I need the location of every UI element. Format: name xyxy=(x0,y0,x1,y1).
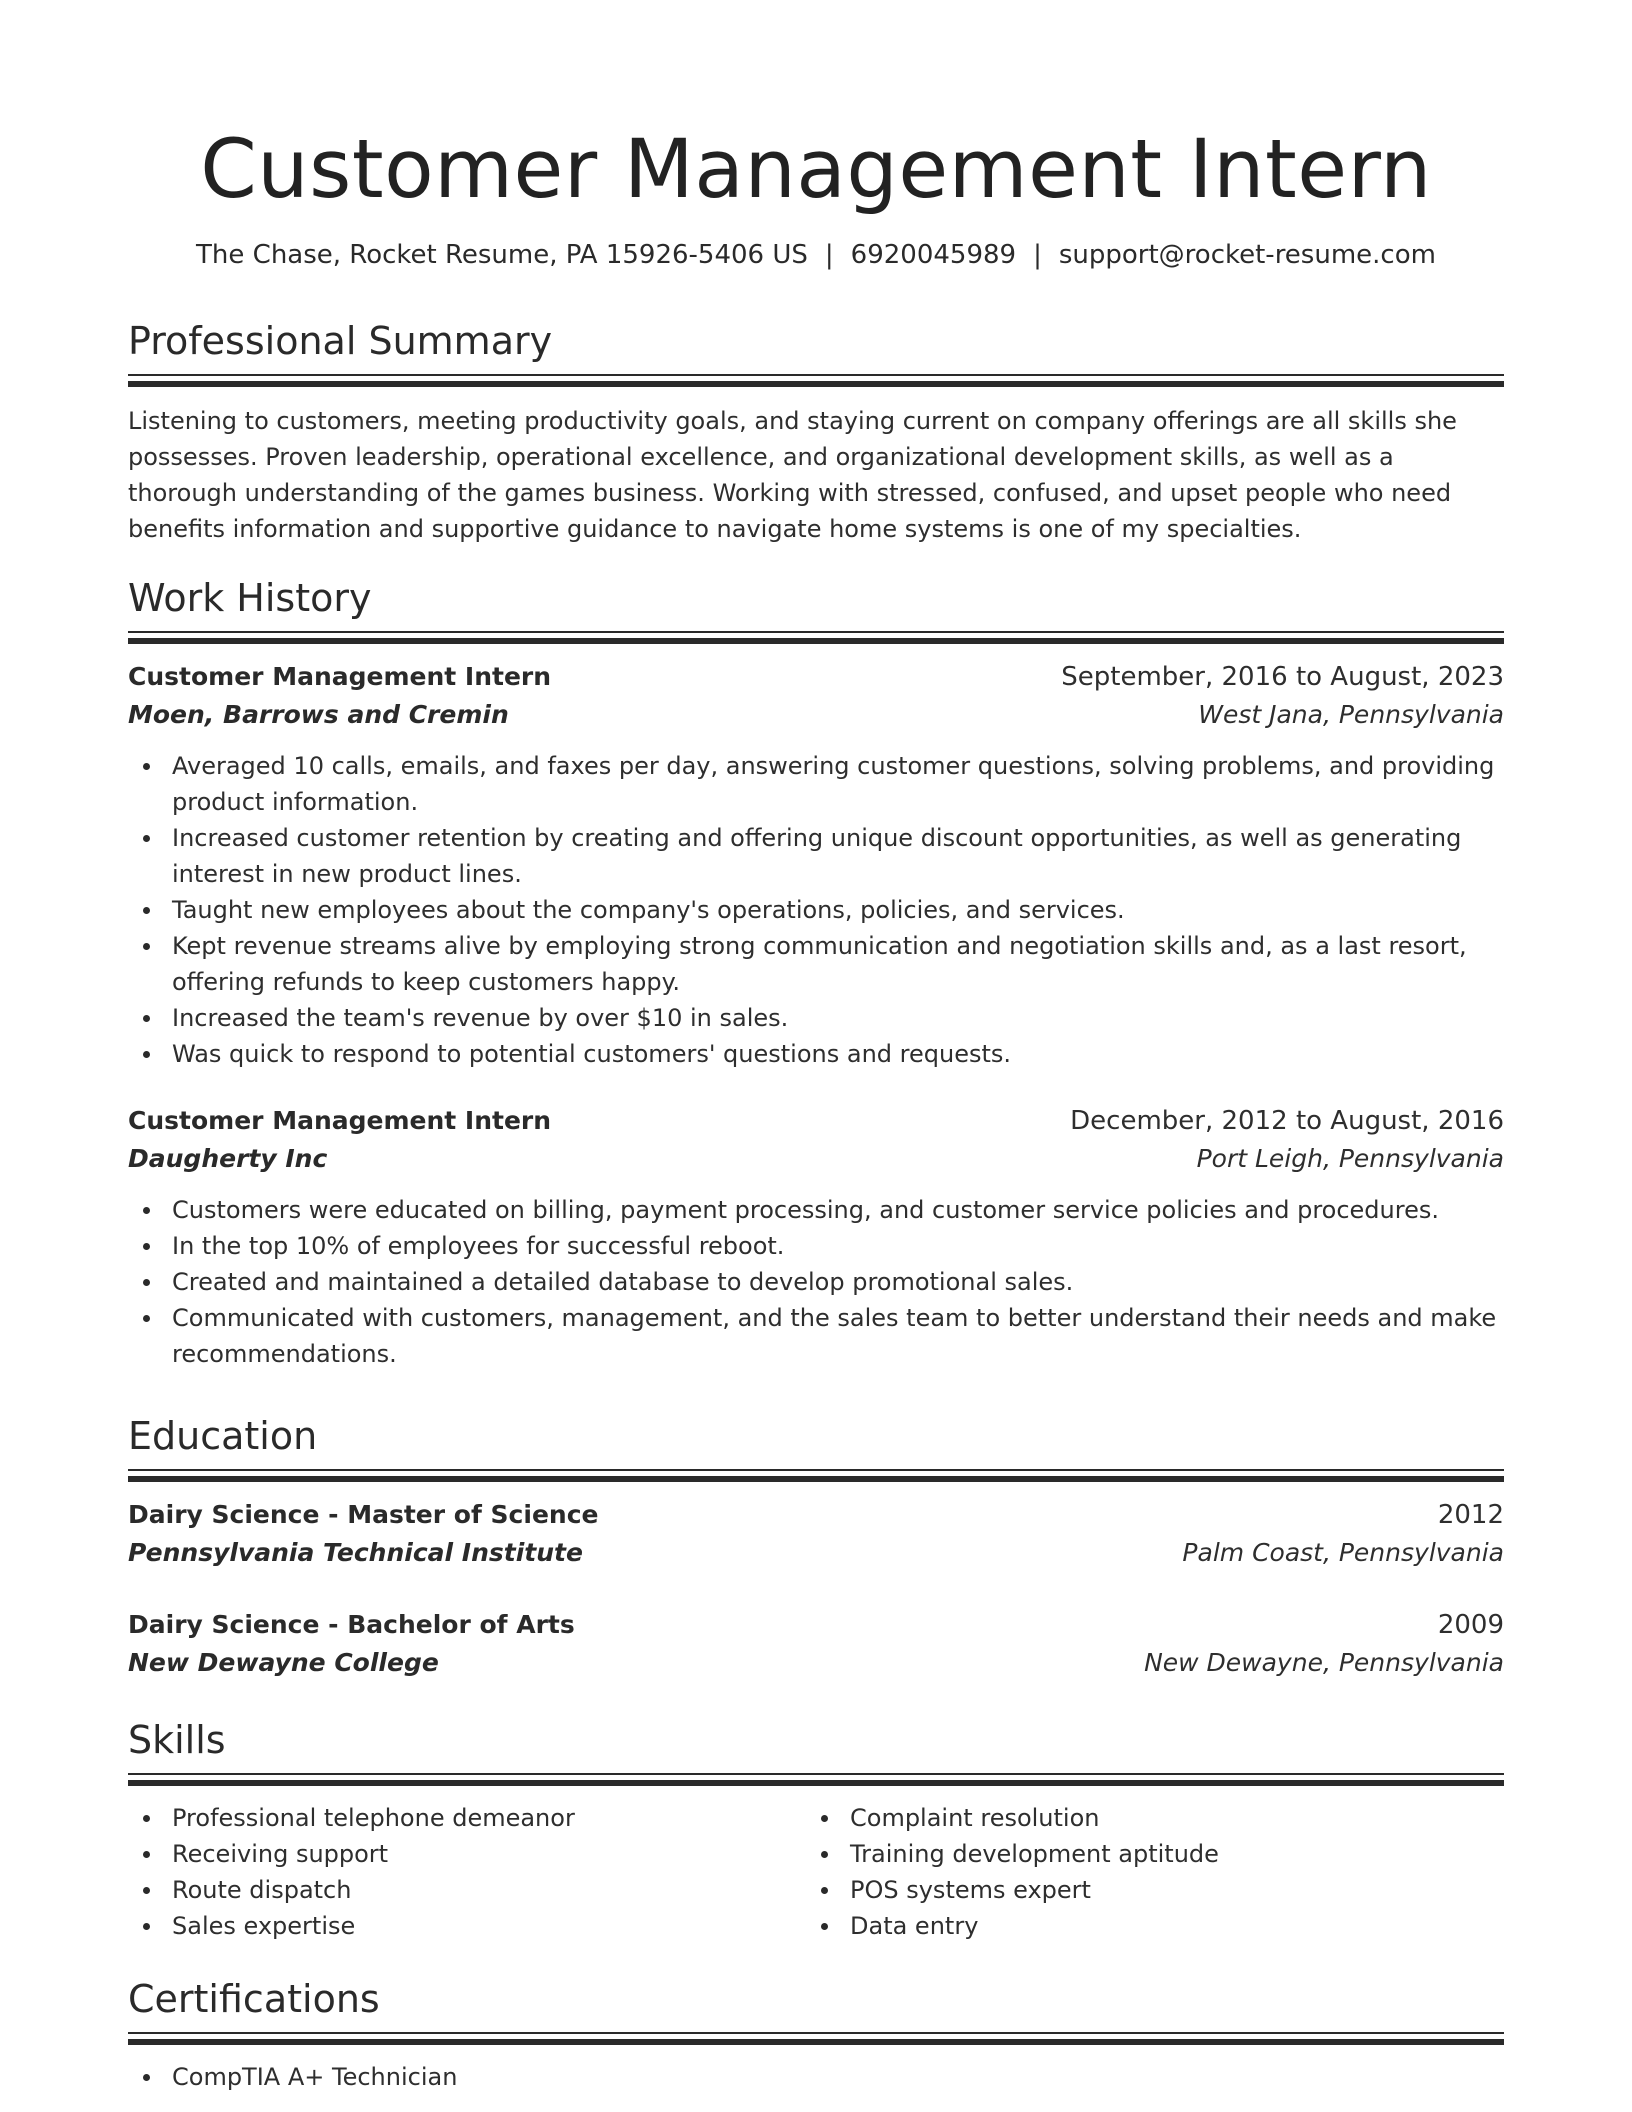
section-title-work-history: Work History xyxy=(128,576,372,620)
education-entry xyxy=(128,1496,1504,1572)
list-item: Kept revenue streams alive by employing strong communication and negotiation skills and, as a last resort, offering refunds to keep customers happy. xyxy=(128,928,1504,1000)
skills-list-left xyxy=(128,1800,806,1944)
list-item: Communicated with customers, management, and the sales team to better understand their needs and make recommendations. xyxy=(128,1300,1504,1372)
contact-email: support@rocket-resume.com xyxy=(1058,240,1436,270)
section-title-skills: Skills xyxy=(128,1718,226,1762)
contact-line xyxy=(0,238,1632,272)
job-title: Customer Management Intern xyxy=(128,1106,552,1135)
skill-item: POS systems expert xyxy=(806,1872,1504,1908)
skills-section xyxy=(128,1717,1504,1944)
skill-item: Professional telephone demeanor xyxy=(128,1800,806,1836)
education-school: New Dewayne College xyxy=(128,1648,439,1677)
certifications-section xyxy=(128,1976,1504,2095)
job-subheader xyxy=(128,696,1504,734)
job-bullets xyxy=(128,748,1504,1072)
skill-item: Sales expertise xyxy=(128,1908,806,1944)
skill-item: Training development aptitude xyxy=(806,1836,1504,1872)
section-title-summary: Professional Summary xyxy=(128,319,553,363)
section-divider xyxy=(128,1773,1504,1786)
job-location: Port Leigh, Pennsylvania xyxy=(1196,1144,1504,1173)
section-divider xyxy=(128,1469,1504,1482)
list-item: Increased the team's revenue by over $10 in sales. xyxy=(128,1000,1504,1036)
certifications-list xyxy=(128,2059,1504,2095)
education-degree: Dairy Science - Master of Science xyxy=(128,1500,599,1529)
skill-item: Receiving support xyxy=(128,1836,806,1872)
list-item: Customers were educated on billing, payment processing, and customer service policies and procedures. xyxy=(128,1192,1504,1228)
skill-item: Complaint resolution xyxy=(806,1800,1504,1836)
education-degree: Dairy Science - Bachelor of Arts xyxy=(128,1610,575,1639)
job-location: West Jana, Pennsylvania xyxy=(1198,700,1504,729)
section-divider xyxy=(128,631,1504,644)
job-header xyxy=(128,1102,1504,1140)
skills-grid xyxy=(128,1800,1504,1944)
work-history-section xyxy=(128,575,1504,1372)
list-item: Taught new employees about the company's operations, policies, and services. xyxy=(128,892,1504,928)
resume-name: Customer Management Intern xyxy=(200,123,1432,217)
section-title-certifications: Certifications xyxy=(128,1977,380,2021)
job-title: Customer Management Intern xyxy=(128,662,552,691)
contact-phone: 6920045989 xyxy=(850,240,1017,270)
job-dates: December, 2012 to August, 2016 xyxy=(1070,1106,1504,1136)
education-year: 2009 xyxy=(1437,1610,1504,1640)
summary-text: Listening to customers, meeting productivity goals, and staying current on company offerings are all skills she possesses. Proven leadership, operational excellence, and organizational development skills, as well as a thorough understanding of the games business. Working with stressed, confused, and upset people who need benefits information and supportive guidance to navigate home systems is one of my specialties. xyxy=(128,407,1457,543)
education-section xyxy=(128,1413,1504,1682)
contact-separator: | xyxy=(824,240,834,270)
job-entry xyxy=(128,1102,1504,1372)
education-location: Palm Coast, Pennsylvania xyxy=(1182,1538,1504,1567)
job-company: Moen, Barrows and Cremin xyxy=(128,700,509,729)
education-header xyxy=(128,1496,1504,1534)
section-divider xyxy=(128,2032,1504,2045)
contact-address: The Chase, Rocket Resume, PA 15926-5406 US xyxy=(196,240,808,270)
education-header xyxy=(128,1606,1504,1644)
job-dates: September, 2016 to August, 2023 xyxy=(1061,662,1504,692)
education-entry xyxy=(128,1606,1504,1682)
skills-list-right xyxy=(806,1800,1504,1944)
skill-item: Data entry xyxy=(806,1908,1504,1944)
list-item: Averaged 10 calls, emails, and faxes per day, answering customer questions, solving problems, and providing product information. xyxy=(128,748,1504,820)
contact-separator: | xyxy=(1033,240,1042,270)
list-item: Increased customer retention by creating and offering unique discount opportunities, as well as generating interest in new product lines. xyxy=(128,820,1504,892)
job-entry xyxy=(128,658,1504,1072)
education-subheader xyxy=(128,1534,1504,1572)
job-header xyxy=(128,658,1504,696)
job-subheader xyxy=(128,1140,1504,1178)
skill-item: Route dispatch xyxy=(128,1872,806,1908)
list-item: In the top 10% of employees for successful reboot. xyxy=(128,1228,1504,1264)
summary-section xyxy=(128,318,1504,547)
education-subheader xyxy=(128,1644,1504,1682)
section-divider xyxy=(128,374,1504,387)
education-location: New Dewayne, Pennsylvania xyxy=(1144,1648,1504,1677)
list-item: Was quick to respond to potential customers' questions and requests. xyxy=(128,1036,1504,1072)
certification-item: CompTIA A+ Technician xyxy=(128,2059,1504,2095)
education-year: 2012 xyxy=(1437,1500,1504,1530)
section-title-education: Education xyxy=(128,1414,318,1458)
job-company: Daugherty Inc xyxy=(128,1144,328,1173)
job-bullets xyxy=(128,1192,1504,1372)
education-school: Pennsylvania Technical Institute xyxy=(128,1538,583,1567)
list-item: Created and maintained a detailed database to develop promotional sales. xyxy=(128,1264,1504,1300)
